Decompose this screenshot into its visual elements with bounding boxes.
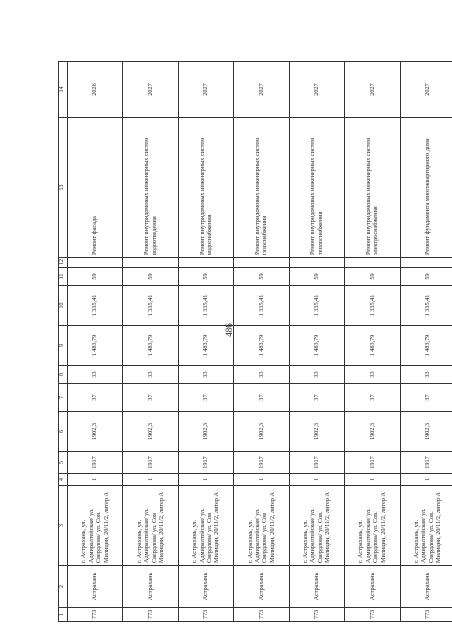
cell-c12-cell: [68, 258, 123, 268]
build-year-cell: 1917: [234, 452, 289, 474]
work-type-cell: Ремонт внутридомовых инженерных систем газоснабжения: [234, 118, 289, 258]
cell-c8-cell: 33: [345, 366, 400, 384]
work-type-cell: Ремонт внутридомовых инженерных систем водоотведения: [123, 118, 178, 258]
cell-c12-cell: [178, 258, 233, 268]
cell-c8-cell: 33: [178, 366, 233, 384]
cell-c12-cell: [289, 258, 344, 268]
cost-a-cell: 1 483,79: [289, 326, 344, 366]
build-year-cell: 1917: [289, 452, 344, 474]
cell-c4-cell: 1: [289, 474, 344, 486]
cell-c11-cell: 59: [178, 268, 233, 286]
cell-c7-cell: 37: [345, 384, 400, 412]
total-area-cell: 1902,3: [289, 412, 344, 452]
cell-c8-cell: 33: [123, 366, 178, 384]
column-header: 4: [59, 474, 68, 486]
table-row: [289, 62, 344, 622]
address-cell: г. Астрахань, ул. Адмиралтейская/ ул. Свердлова/ ул. Сов Милиции, 20/11/2, литер А: [234, 486, 289, 566]
settlement-cell: Астрахань: [234, 566, 289, 608]
work-type-cell: Ремонт фундамента многоквартирного дома: [400, 118, 452, 258]
plan-year-cell: 2027: [123, 62, 178, 118]
build-year-cell: 1917: [345, 452, 400, 474]
repair-schedule-table: [58, 61, 452, 622]
address-cell: г. Астрахань, ул. Адмиралтейская/ ул. Свердлова/ ул. Сов. Милиции, 20/11/2, литер А: [345, 486, 400, 566]
cell-c11-cell: 59: [234, 268, 289, 286]
cell-c12-cell: [234, 258, 289, 268]
settlement-cell: Астрахань: [289, 566, 344, 608]
total-area-cell: 1902,3: [234, 412, 289, 452]
cell-c4-cell: 1: [123, 474, 178, 486]
header-row: [59, 62, 68, 622]
cost-b-cell: 1 335,41: [400, 286, 452, 326]
cell-c12-cell: [400, 258, 452, 268]
cell-c11-cell: 59: [68, 268, 123, 286]
cost-a-cell: 1 483,79: [345, 326, 400, 366]
build-year-cell: 1917: [68, 452, 123, 474]
row-number-cell: 773: [178, 608, 233, 622]
address-cell: г. Астрахань, ул. Адмиралтейская/ ул. Свердлова/ ул. Сов. Милиции, 20/11/2, литер А: [68, 486, 123, 566]
column-header: 11: [59, 268, 68, 286]
table-body: [68, 62, 452, 622]
cost-a-cell: 1 483,79: [234, 326, 289, 366]
cell-c4-cell: 1: [178, 474, 233, 486]
cell-c8-cell: 33: [289, 366, 344, 384]
page-number: 486: [223, 323, 234, 337]
plan-year-cell: 2027: [234, 62, 289, 118]
plan-year-cell: 2027: [345, 62, 400, 118]
table-row: [178, 62, 233, 622]
column-header: 2: [59, 566, 68, 608]
cost-b-cell: 1 335,41: [178, 286, 233, 326]
column-header: 7: [59, 384, 68, 412]
cost-a-cell: 1 483,79: [178, 326, 233, 366]
table-row: [400, 62, 452, 622]
work-type-cell: Ремонт внутридомовых инженерных систем электроснабжения: [345, 118, 400, 258]
cost-a-cell: 1 483,79: [68, 326, 123, 366]
build-year-cell: 1917: [400, 452, 452, 474]
build-year-cell: 1917: [123, 452, 178, 474]
cost-a-cell: 1 483,79: [400, 326, 452, 366]
cost-b-cell: 1 335,41: [289, 286, 344, 326]
cell-c7-cell: 37: [178, 384, 233, 412]
table-row: [68, 62, 123, 622]
column-header: 12: [59, 258, 68, 268]
plan-year-cell: 2026: [68, 62, 123, 118]
address-cell: г. Астрахань, ул. Адмиралтейская/ ул. Свердлова/ ул. Сов. Милиции, 20/11/2, литер А: [400, 486, 452, 566]
document-table-container: [58, 62, 452, 622]
address-cell: г. Астрахань, ул. Адмиралтейская/ ул. Свердлова/ ул. Сов Милиции, 20/11/2, литер А: [178, 486, 233, 566]
table-row: [345, 62, 400, 622]
cell-c4-cell: 1: [345, 474, 400, 486]
total-area-cell: 1902,3: [68, 412, 123, 452]
work-type-cell: Ремонт внутридомовых инженерных систем водоснабжения: [178, 118, 233, 258]
row-number-cell: 773: [68, 608, 123, 622]
cell-c11-cell: 59: [345, 268, 400, 286]
cost-a-cell: 1 483,79: [123, 326, 178, 366]
cell-c7-cell: 37: [289, 384, 344, 412]
row-number-cell: 773: [123, 608, 178, 622]
column-header: 8: [59, 366, 68, 384]
cell-c4-cell: 1: [400, 474, 452, 486]
column-header: 10: [59, 286, 68, 326]
total-area-cell: 1902,3: [400, 412, 452, 452]
plan-year-cell: 2027: [289, 62, 344, 118]
column-header: 5: [59, 452, 68, 474]
cell-c8-cell: 33: [400, 366, 452, 384]
settlement-cell: Астрахань: [178, 566, 233, 608]
column-header: 13: [59, 118, 68, 258]
cost-b-cell: 1 335,41: [345, 286, 400, 326]
work-type-cell: Ремонт внутридомовых инженерных систем теплоснабжения: [289, 118, 344, 258]
plan-year-cell: 2027: [178, 62, 233, 118]
settlement-cell: Астрахань: [68, 566, 123, 608]
column-header: 3: [59, 486, 68, 566]
build-year-cell: 1917: [178, 452, 233, 474]
cell-c8-cell: 33: [234, 366, 289, 384]
cell-c8-cell: 33: [68, 366, 123, 384]
row-number-cell: 773: [289, 608, 344, 622]
settlement-cell: Астрахань: [345, 566, 400, 608]
column-header: 6: [59, 412, 68, 452]
cost-b-cell: 1 335,41: [68, 286, 123, 326]
cell-c11-cell: 59: [400, 268, 452, 286]
settlement-cell: Астрахань: [400, 566, 452, 608]
column-header: 9: [59, 326, 68, 366]
cell-c7-cell: 37: [400, 384, 452, 412]
column-header: 14: [59, 62, 68, 118]
table-row: [123, 62, 178, 622]
row-number-cell: 773: [345, 608, 400, 622]
cell-c7-cell: 37: [123, 384, 178, 412]
cell-c4-cell: 1: [234, 474, 289, 486]
cell-c7-cell: 37: [68, 384, 123, 412]
cell-c11-cell: 59: [123, 268, 178, 286]
plan-year-cell: 2027: [400, 62, 452, 118]
cell-c11-cell: 59: [289, 268, 344, 286]
row-number-cell: 773: [234, 608, 289, 622]
table-row: [234, 62, 289, 622]
cell-c4-cell: 1: [68, 474, 123, 486]
settlement-cell: Астрахань: [123, 566, 178, 608]
address-cell: г. Астрахань, ул. Адмиралтейская/ ул. Свердлова/ ул. Сов. Милиции, 20/11/2, литер А: [289, 486, 344, 566]
total-area-cell: 1902,3: [345, 412, 400, 452]
row-number-cell: 773: [400, 608, 452, 622]
cost-b-cell: 1 335,41: [234, 286, 289, 326]
work-type-cell: Ремонт фасада: [68, 118, 123, 258]
total-area-cell: 1902,3: [178, 412, 233, 452]
cell-c12-cell: [345, 258, 400, 268]
cell-c7-cell: 37: [234, 384, 289, 412]
column-header: 1: [59, 608, 68, 622]
cell-c12-cell: [123, 258, 178, 268]
address-cell: г. Астрахань, ул. Адмиралтейская/ ул. Свердлова/ ул. Сов Милиции, 20/11/2, литер А: [123, 486, 178, 566]
total-area-cell: 1902,3: [123, 412, 178, 452]
cost-b-cell: 1 335,41: [123, 286, 178, 326]
